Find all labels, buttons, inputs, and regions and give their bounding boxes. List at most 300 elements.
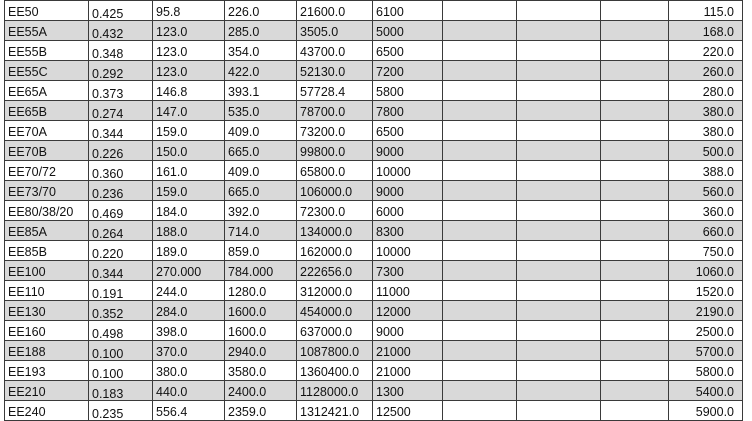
cell-value: 270.000: [156, 265, 202, 279]
table-cell: [225, 21, 297, 41]
cell-value: 560.0: [702, 185, 734, 199]
core-data-table: [4, 0, 743, 421]
table-cell: [373, 41, 443, 61]
cell-value: 354.0: [228, 45, 260, 59]
cell-value: EE240: [8, 405, 46, 419]
cell-value: 57728.4: [300, 85, 346, 99]
cell-value: 284.0: [156, 305, 188, 319]
table-cell: [373, 361, 443, 381]
table-cell: [89, 41, 153, 61]
table-cell: [443, 381, 517, 401]
table-cell: [89, 201, 153, 221]
table-cell: [89, 261, 153, 281]
table-cell: [297, 141, 373, 161]
cell-value: 72300.0: [300, 205, 346, 219]
table-cell: [669, 141, 743, 161]
table-cell: [601, 41, 669, 61]
table-row: [5, 81, 743, 101]
table-row: [5, 381, 743, 401]
table-cell: [297, 1, 373, 21]
table-cell: [601, 381, 669, 401]
table-cell: [373, 201, 443, 221]
table-cell: [517, 61, 601, 81]
cell-value: 0.226: [92, 147, 124, 161]
cell-value: 1360400.0: [300, 365, 360, 379]
cell-value: 0.498: [92, 327, 124, 341]
table-cell: [373, 81, 443, 101]
cell-value: EE85B: [8, 245, 47, 259]
table-cell: [373, 301, 443, 321]
cell-value: 5900.0: [695, 405, 734, 419]
table-row: [5, 141, 743, 161]
cell-value: EE55A: [8, 25, 47, 39]
table-cell: [153, 341, 225, 361]
table-cell: [601, 221, 669, 241]
cell-value: 5800: [376, 85, 404, 99]
table-row: [5, 61, 743, 81]
cell-value: 0.432: [92, 27, 124, 41]
cell-value: 409.0: [228, 165, 260, 179]
table-cell: [153, 161, 225, 181]
table-cell: [225, 161, 297, 181]
cell-value: 0.373: [92, 87, 124, 101]
table-cell: [225, 181, 297, 201]
cell-value: 556.4: [156, 405, 188, 419]
cell-value: 226.0: [228, 5, 260, 19]
table-cell: [601, 61, 669, 81]
table-cell: [153, 401, 225, 421]
table-row: [5, 121, 743, 141]
table-cell: [517, 21, 601, 41]
table-cell: [153, 241, 225, 261]
table-cell: [517, 241, 601, 261]
table-cell: [89, 61, 153, 81]
cell-value: 123.0: [156, 45, 188, 59]
table-cell: [89, 1, 153, 21]
table-cell: [297, 281, 373, 301]
table-cell: [225, 321, 297, 341]
table-cell: [517, 181, 601, 201]
table-cell: [5, 361, 89, 381]
table-cell: [373, 161, 443, 181]
cell-value: 10000: [376, 165, 411, 179]
table-cell: [153, 381, 225, 401]
cell-value: 146.8: [156, 85, 188, 99]
cell-value: 134000.0: [300, 225, 353, 239]
cell-value: 21000: [376, 345, 411, 359]
cell-value: 7800: [376, 105, 404, 119]
cell-value: 95.8: [156, 5, 181, 19]
cell-value: 1312421.0: [300, 405, 360, 419]
table-cell: [443, 361, 517, 381]
cell-value: 393.1: [228, 85, 260, 99]
table-cell: [89, 21, 153, 41]
cell-value: EE70/72: [8, 165, 56, 179]
cell-value: 0.425: [92, 7, 124, 21]
table-cell: [297, 181, 373, 201]
table-cell: [225, 1, 297, 21]
table-cell: [225, 221, 297, 241]
table-cell: [5, 161, 89, 181]
table-cell: [443, 101, 517, 121]
cell-value: 8300: [376, 225, 404, 239]
cell-value: EE130: [8, 305, 46, 319]
table-cell: [517, 221, 601, 241]
table-cell: [153, 81, 225, 101]
cell-value: 714.0: [228, 225, 260, 239]
table-cell: [443, 61, 517, 81]
table-cell: [669, 121, 743, 141]
table-cell: [443, 261, 517, 281]
cell-value: 285.0: [228, 25, 260, 39]
table-cell: [5, 41, 89, 61]
cell-value: 1128000.0: [300, 385, 359, 399]
cell-value: 9000: [376, 185, 404, 199]
table-cell: [669, 261, 743, 281]
cell-value: EE50: [8, 5, 39, 19]
cell-value: 370.0: [156, 345, 188, 359]
cell-value: 123.0: [156, 65, 188, 79]
cell-value: EE65A: [8, 85, 47, 99]
table-cell: [297, 21, 373, 41]
cell-value: 6500: [376, 125, 404, 139]
table-cell: [5, 321, 89, 341]
table-cell: [373, 221, 443, 241]
table-cell: [443, 341, 517, 361]
table-cell: [225, 141, 297, 161]
table-cell: [443, 281, 517, 301]
table-cell: [517, 41, 601, 61]
table-cell: [297, 261, 373, 281]
table-cell: [5, 181, 89, 201]
table-cell: [601, 21, 669, 41]
table-cell: [443, 241, 517, 261]
cell-value: 0.469: [92, 207, 124, 221]
table-cell: [669, 381, 743, 401]
cell-value: 2190.0: [695, 305, 734, 319]
cell-value: 380.0: [156, 365, 188, 379]
table-cell: [517, 321, 601, 341]
table-cell: [373, 261, 443, 281]
table-cell: [517, 121, 601, 141]
table-cell: [297, 201, 373, 221]
cell-value: 637000.0: [300, 325, 353, 339]
table-cell: [517, 381, 601, 401]
table-cell: [89, 401, 153, 421]
table-row: [5, 1, 743, 21]
table-cell: [225, 201, 297, 221]
table-cell: [373, 281, 443, 301]
table-cell: [517, 201, 601, 221]
table-cell: [5, 221, 89, 241]
cell-value: 440.0: [156, 385, 188, 399]
table-cell: [669, 21, 743, 41]
table-cell: [89, 281, 153, 301]
table-cell: [153, 201, 225, 221]
table-cell: [153, 221, 225, 241]
table-cell: [5, 401, 89, 421]
table-cell: [601, 161, 669, 181]
table-cell: [225, 301, 297, 321]
table-row: [5, 401, 743, 421]
cell-value: 65800.0: [300, 165, 346, 179]
cell-value: 5800.0: [695, 365, 734, 379]
table-cell: [601, 401, 669, 421]
cell-value: 1280.0: [228, 285, 267, 299]
cell-value: 2500.0: [695, 325, 734, 339]
table-cell: [601, 101, 669, 121]
table-cell: [297, 341, 373, 361]
cell-value: 500.0: [702, 145, 734, 159]
table-body: [5, 1, 743, 421]
table-cell: [5, 301, 89, 321]
table-cell: [669, 201, 743, 221]
cell-value: 184.0: [156, 205, 188, 219]
table-cell: [517, 141, 601, 161]
cell-value: 2400.0: [228, 385, 267, 399]
cell-value: 6000: [376, 205, 404, 219]
table-cell: [517, 341, 601, 361]
table-cell: [225, 281, 297, 301]
cell-value: 123.0: [156, 25, 188, 39]
table-cell: [297, 241, 373, 261]
table-cell: [443, 301, 517, 321]
table-cell: [297, 61, 373, 81]
cell-value: 168.0: [702, 25, 734, 39]
table-cell: [669, 281, 743, 301]
table-cell: [669, 1, 743, 21]
table-cell: [5, 121, 89, 141]
table-cell: [443, 81, 517, 101]
table-cell: [517, 161, 601, 181]
cell-value: 0.100: [92, 347, 124, 361]
table-cell: [153, 361, 225, 381]
cell-value: 159.0: [156, 125, 188, 139]
table-cell: [373, 141, 443, 161]
table-cell: [373, 181, 443, 201]
cell-value: 0.344: [92, 127, 124, 141]
cell-value: EE55C: [8, 65, 48, 79]
cell-value: 0.292: [92, 67, 124, 81]
table-cell: [225, 101, 297, 121]
table-row: [5, 201, 743, 221]
table-cell: [89, 141, 153, 161]
table-cell: [601, 201, 669, 221]
table-cell: [601, 1, 669, 21]
cell-value: EE188: [8, 345, 46, 359]
cell-value: 115.0: [703, 5, 734, 19]
table-row: [5, 241, 743, 261]
table-cell: [153, 61, 225, 81]
table-cell: [5, 101, 89, 121]
cell-value: 21600.0: [300, 5, 346, 19]
table-cell: [517, 361, 601, 381]
cell-value: 859.0: [228, 245, 260, 259]
table-cell: [373, 61, 443, 81]
cell-value: 0.344: [92, 267, 124, 281]
table-cell: [669, 221, 743, 241]
cell-value: 147.0: [156, 105, 188, 119]
cell-value: 220.0: [702, 45, 734, 59]
table-cell: [669, 341, 743, 361]
cell-value: 7300: [376, 265, 404, 279]
table-cell: [89, 161, 153, 181]
table-cell: [89, 381, 153, 401]
table-cell: [225, 61, 297, 81]
table-row: [5, 221, 743, 241]
table-cell: [601, 281, 669, 301]
table-cell: [443, 401, 517, 421]
cell-value: 73200.0: [300, 125, 346, 139]
table-cell: [297, 301, 373, 321]
cell-value: EE85A: [8, 225, 47, 239]
cell-value: 454000.0: [300, 305, 353, 319]
cell-value: 11000: [376, 285, 410, 299]
table-row: [5, 181, 743, 201]
table-cell: [153, 101, 225, 121]
table-cell: [297, 321, 373, 341]
cell-value: 162000.0: [300, 245, 353, 259]
cell-value: 784.000: [228, 265, 274, 279]
cell-value: 1300: [376, 385, 404, 399]
cell-value: 0.348: [92, 47, 124, 61]
table-cell: [89, 121, 153, 141]
table-cell: [225, 241, 297, 261]
cell-value: 398.0: [156, 325, 188, 339]
cell-value: 312000.0: [300, 285, 353, 299]
cell-value: 5000: [376, 25, 404, 39]
table-cell: [297, 81, 373, 101]
table-cell: [5, 241, 89, 261]
table-row: [5, 301, 743, 321]
table-cell: [373, 1, 443, 21]
table-cell: [669, 321, 743, 341]
cell-value: 0.352: [92, 307, 124, 321]
cell-value: 0.183: [92, 387, 124, 401]
table-cell: [373, 121, 443, 141]
table-row: [5, 41, 743, 61]
table-cell: [89, 361, 153, 381]
table-cell: [89, 221, 153, 241]
table-cell: [517, 101, 601, 121]
cell-value: 3505.0: [300, 25, 339, 39]
table-cell: [601, 341, 669, 361]
cell-value: 0.236: [92, 187, 124, 201]
table-cell: [89, 321, 153, 341]
cell-value: 280.0: [702, 85, 734, 99]
table-cell: [517, 301, 601, 321]
cell-value: 99800.0: [300, 145, 346, 159]
table-cell: [5, 81, 89, 101]
table-cell: [669, 101, 743, 121]
table-row: [5, 21, 743, 41]
table-cell: [153, 121, 225, 141]
cell-value: 360.0: [702, 205, 734, 219]
cell-value: EE73/70: [8, 185, 56, 199]
table-cell: [517, 81, 601, 101]
table-cell: [297, 401, 373, 421]
cell-value: EE55B: [8, 45, 47, 59]
cell-value: 3580.0: [228, 365, 267, 379]
table-cell: [443, 21, 517, 41]
table-cell: [5, 1, 89, 21]
table-cell: [443, 181, 517, 201]
cell-value: 665.0: [228, 145, 260, 159]
table-cell: [669, 401, 743, 421]
table-row: [5, 321, 743, 341]
table-cell: [601, 321, 669, 341]
table-cell: [601, 141, 669, 161]
cell-value: 0.274: [92, 107, 124, 121]
cell-value: 660.0: [702, 225, 734, 239]
cell-value: 21000: [376, 365, 411, 379]
table-cell: [669, 361, 743, 381]
table-row: [5, 101, 743, 121]
cell-value: 0.100: [92, 367, 124, 381]
table-row: [5, 361, 743, 381]
table-cell: [601, 261, 669, 281]
table-cell: [669, 181, 743, 201]
table-cell: [89, 101, 153, 121]
table-cell: [225, 81, 297, 101]
cell-value: 12000: [376, 305, 411, 319]
cell-value: EE70A: [8, 125, 47, 139]
table-row: [5, 161, 743, 181]
table-cell: [225, 121, 297, 141]
table-cell: [373, 101, 443, 121]
cell-value: 2940.0: [228, 345, 267, 359]
table-cell: [443, 41, 517, 61]
cell-value: 43700.0: [300, 45, 346, 59]
cell-value: EE70B: [8, 145, 47, 159]
table-cell: [5, 281, 89, 301]
table-cell: [443, 201, 517, 221]
cell-value: 535.0: [228, 105, 260, 119]
table-cell: [153, 41, 225, 61]
cell-value: 106000.0: [300, 185, 353, 199]
cell-value: 6500: [376, 45, 404, 59]
table-cell: [153, 261, 225, 281]
table-cell: [297, 381, 373, 401]
cell-value: EE193: [8, 365, 46, 379]
table-cell: [225, 41, 297, 61]
table-cell: [5, 141, 89, 161]
table-cell: [443, 141, 517, 161]
cell-value: 6100: [376, 5, 404, 19]
table-cell: [443, 121, 517, 141]
table-cell: [669, 301, 743, 321]
cell-value: 422.0: [228, 65, 260, 79]
cell-value: 1520.0: [695, 285, 734, 299]
table-cell: [153, 1, 225, 21]
cell-value: 0.235: [92, 407, 124, 421]
cell-value: 150.0: [156, 145, 188, 159]
table-cell: [153, 21, 225, 41]
table-cell: [601, 81, 669, 101]
cell-value: 260.0: [702, 65, 734, 79]
table-cell: [225, 401, 297, 421]
table-cell: [5, 201, 89, 221]
table-cell: [297, 101, 373, 121]
table-cell: [601, 301, 669, 321]
cell-value: 0.191: [92, 287, 124, 301]
table-cell: [297, 41, 373, 61]
table-cell: [517, 1, 601, 21]
cell-value: EE160: [8, 325, 46, 339]
cell-value: 1600.0: [228, 325, 267, 339]
cell-value: EE110: [8, 285, 45, 299]
table-cell: [225, 341, 297, 361]
